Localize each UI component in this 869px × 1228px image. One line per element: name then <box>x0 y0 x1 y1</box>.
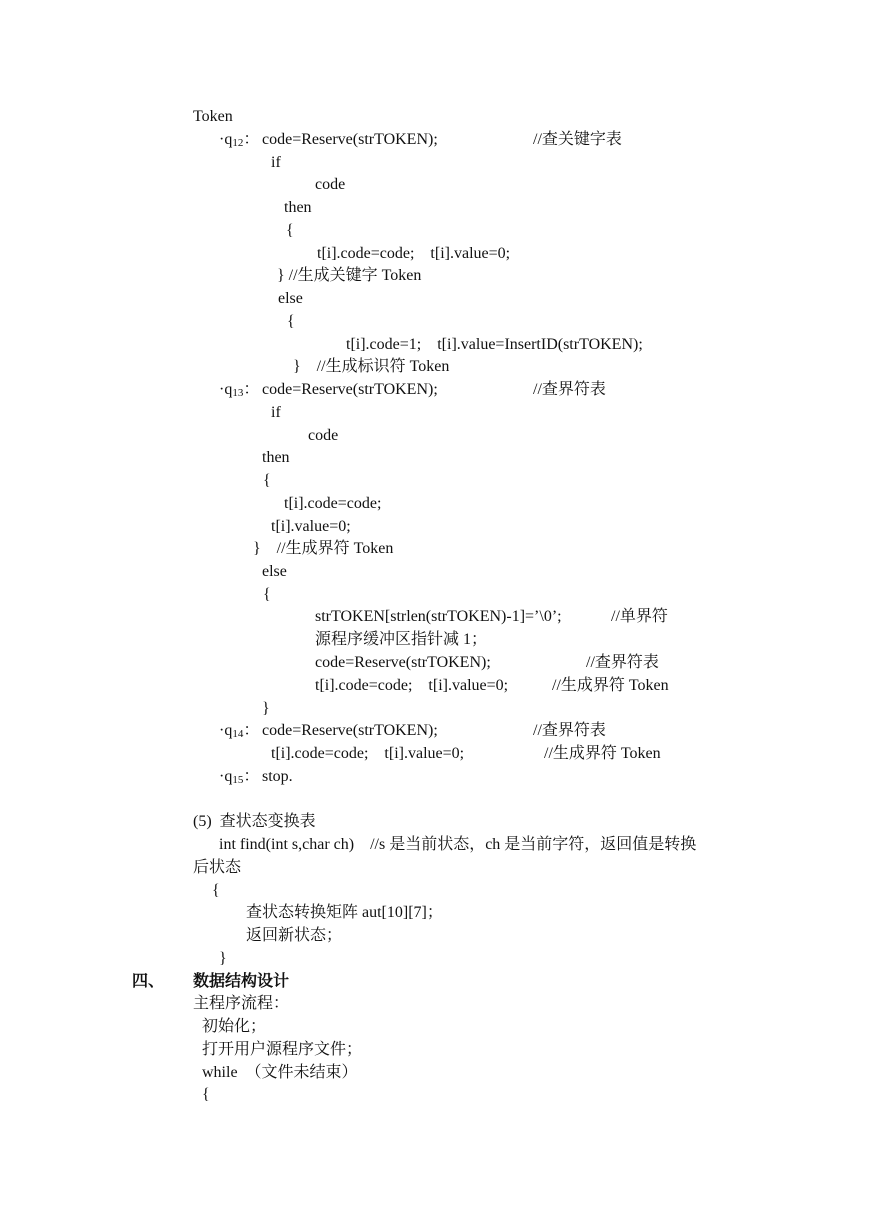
q14-comment: //查界符表 <box>533 722 606 739</box>
q12-open1: { <box>286 222 294 239</box>
q12-prefix: ·q <box>219 131 233 148</box>
q13-line1: strTOKEN[strlen(strTOKEN)-1]=’\0’; <box>315 608 562 625</box>
q14-code: code=Reserve(strTOKEN); <box>262 722 438 739</box>
q13-line4: t[i].code=code; t[i].value=0; <box>315 677 509 694</box>
q12-open2: { <box>287 313 295 330</box>
token-tail-text: Token <box>193 108 233 125</box>
q13-sub: 13 <box>232 387 244 399</box>
section5-heading: (5) 查状态变换表 <box>193 813 316 830</box>
section4-step1: 初始化； <box>202 1018 267 1035</box>
q13-label <box>219 380 259 403</box>
section4-step2: 打开用户源程序文件； <box>202 1041 363 1058</box>
section4-step4: { <box>202 1086 210 1103</box>
q13-assign1a: t[i].code=code; <box>284 495 382 512</box>
q14-label <box>219 721 259 744</box>
q13-open1: { <box>263 472 271 489</box>
q13-prefix: ·q <box>219 381 233 398</box>
q13-line4-comment: //生成界符 Token <box>552 677 669 694</box>
section4-step3: while （文件未结束） <box>202 1064 358 1081</box>
q13-line1-comment: //单界符 <box>611 608 668 625</box>
q15-code: stop. <box>262 768 293 785</box>
q15-sub: 15 <box>232 774 244 786</box>
section5-close: } <box>219 950 227 967</box>
q12-assign2: t[i].code=1; t[i].value=InsertID(strTOKEN); <box>346 336 643 353</box>
q15-prefix: ·q <box>219 768 233 785</box>
q12-if: if <box>271 154 281 171</box>
q12-code: code=Reserve(strTOKEN); <box>262 131 438 148</box>
q14-sub: 14 <box>232 728 244 740</box>
q14-assign: t[i].code=code; t[i].value=0; <box>271 745 465 762</box>
q12-else: else <box>278 290 303 307</box>
section4-number: 四、 <box>132 973 165 990</box>
q15-sep: ： <box>243 768 260 785</box>
q12-close1: } //生成关键字 Token <box>277 267 422 284</box>
q12-sep: ： <box>243 131 260 148</box>
q13-if: if <box>271 404 281 421</box>
q13-close2: } <box>262 700 270 717</box>
q14-sep: ： <box>243 722 260 739</box>
q12-cond: code <box>315 176 346 193</box>
section5-body2: 返回新状态； <box>246 927 343 944</box>
q15-label <box>219 767 259 790</box>
section4-flow-label: 主程序流程： <box>193 995 290 1012</box>
q13-line3-comment: //查界符表 <box>586 654 659 671</box>
q13-close1: } //生成界符 Token <box>253 540 394 557</box>
q13-assign1b: t[i].value=0; <box>271 518 351 535</box>
q13-then: then <box>262 449 290 466</box>
q13-code: code=Reserve(strTOKEN); <box>262 381 438 398</box>
section5-body1: 查状态转换矩阵 aut[10][7]； <box>246 904 443 921</box>
q14-assign-comment: //生成界符 Token <box>544 745 661 762</box>
q12-assign1: t[i].code=code; t[i].value=0; <box>317 245 511 262</box>
q13-else: else <box>262 563 287 580</box>
section5-signature: int find(int s,char ch) //s 是当前状态，ch 是当前字符，返回值是转换 <box>219 836 697 853</box>
q13-line2: 源程序缓冲区指针减 1； <box>315 631 488 648</box>
section5-open: { <box>212 882 220 899</box>
q13-sep: ： <box>243 381 260 398</box>
q13-line3: code=Reserve(strTOKEN); <box>315 654 491 671</box>
q12-comment: //查关键字表 <box>533 131 622 148</box>
q12-then: then <box>284 199 312 216</box>
q13-comment: //查界符表 <box>533 381 606 398</box>
q13-cond: code <box>308 427 339 444</box>
q12-sub: 12 <box>232 137 244 149</box>
q12-label <box>219 130 259 153</box>
section4-title: 数据结构设计 <box>193 973 290 990</box>
q13-open2: { <box>263 586 271 603</box>
section5-signature-cont: 后状态 <box>193 859 242 876</box>
q14-prefix: ·q <box>219 722 233 739</box>
q12-close2: } //生成标识符 Token <box>293 358 450 375</box>
